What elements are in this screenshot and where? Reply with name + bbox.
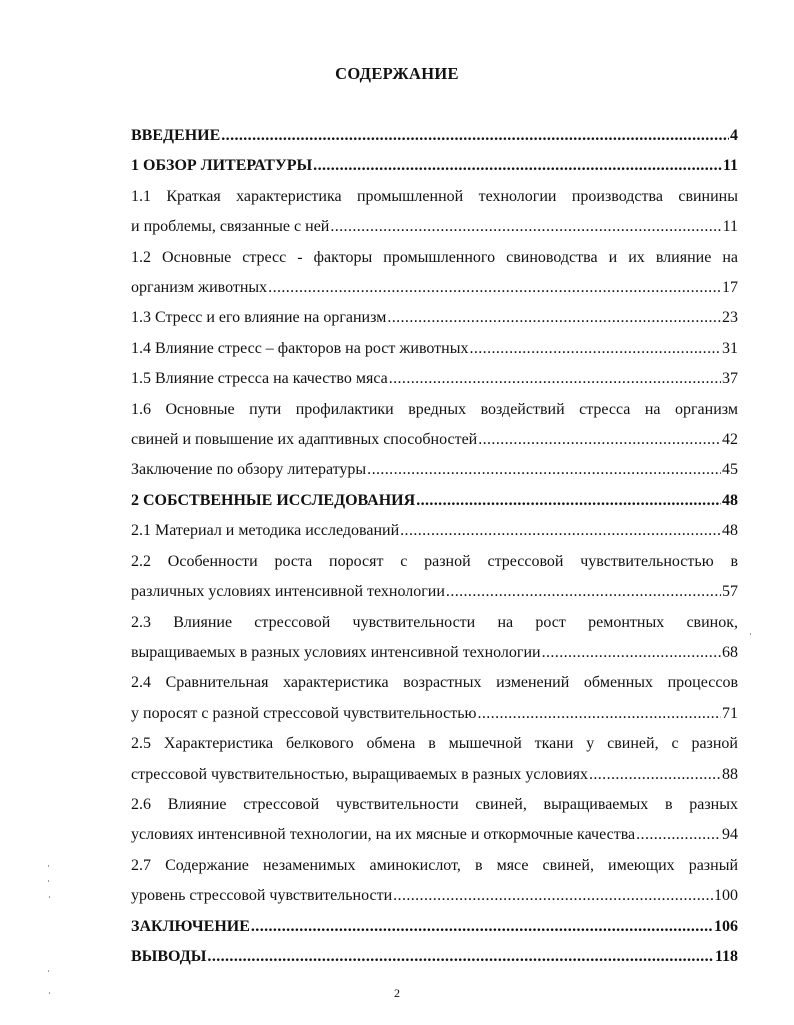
toc-page-number: 23 xyxy=(722,309,738,327)
toc-leader-dots xyxy=(313,151,722,181)
scan-speck xyxy=(49,896,50,898)
toc-entry xyxy=(131,395,738,456)
toc-entry-title-line: 1.6 Основные пути профилактики вредных воздействий стресса на организм xyxy=(131,400,738,418)
toc-entry xyxy=(131,364,738,394)
toc-leader-dots xyxy=(251,912,713,942)
toc-entry-title: свиней и повышение их адаптивных способностей xyxy=(131,431,478,449)
toc-entry-title-line: 2.7 Содержание незаменимых аминокислот, в мясе свиней, имеющих разный xyxy=(131,856,738,874)
toc-entry xyxy=(131,912,738,942)
toc-page-number: 11 xyxy=(722,218,738,236)
toc-entry-title: организм животных xyxy=(131,279,268,297)
toc-entry-title: 1.3 Стресс и его влияние на организм xyxy=(131,309,387,327)
toc-page-number: 106 xyxy=(714,917,738,935)
toc-entry-title-line: 2.5 Характеристика белкового обмена в мышечной ткани у свиней, с разной xyxy=(131,735,738,753)
toc-leader-dots xyxy=(469,334,721,364)
scan-speck xyxy=(49,992,50,994)
toc-leader-dots xyxy=(478,425,721,455)
toc-entry xyxy=(131,729,738,790)
toc-entry xyxy=(131,182,738,243)
toc-entry-title-line: 2.4 Сравнительная характеристика возрастных изменений обменных процессов xyxy=(131,674,738,692)
toc-leader-dots xyxy=(477,699,721,729)
toc-entry-title-line: 2.2 Особенности роста поросят с разной стрессовой чувствительностью в xyxy=(131,552,738,570)
scan-speck xyxy=(48,880,49,882)
toc-entry xyxy=(131,151,738,181)
toc-entry xyxy=(131,121,738,151)
toc-entry-title: и проблемы, связанные с ней xyxy=(131,218,330,236)
toc-entry-title: ЗАКЛЮЧЕНИЕ xyxy=(131,917,250,935)
toc-entry-title: у поросят с разной стрессовой чувствительностью xyxy=(131,704,477,722)
toc-page-number: 118 xyxy=(714,947,738,965)
toc-entry xyxy=(131,608,738,669)
toc-page-number: 100 xyxy=(714,887,738,905)
toc-page-number: 37 xyxy=(722,370,738,388)
page-number: 2 xyxy=(394,986,400,1000)
toc-leader-dots xyxy=(589,760,721,790)
toc-leader-dots xyxy=(221,121,729,151)
toc-page-number: 71 xyxy=(722,704,738,722)
toc-leader-dots xyxy=(393,881,713,911)
toc-entry-title: Заключение по обзору литературы xyxy=(131,461,367,479)
toc-entry-title: 1.5 Влияние стресса на качество мяса xyxy=(131,370,388,388)
toc-entry xyxy=(131,486,738,516)
toc-entry-title: 1.4 Влияние стресс – факторов на рост животных xyxy=(131,339,469,357)
toc-leader-dots xyxy=(207,942,713,972)
toc-leader-dots xyxy=(387,303,721,333)
toc-entry-title: 2.1 Материал и методика исследований xyxy=(131,522,400,540)
page-title: СОДЕРЖАНИЕ xyxy=(335,64,459,83)
scan-speck xyxy=(48,865,49,867)
table-of-contents xyxy=(131,121,738,972)
toc-entry xyxy=(131,790,738,851)
toc-entry xyxy=(131,334,738,364)
toc-entry xyxy=(131,243,738,304)
toc-leader-dots xyxy=(446,577,721,607)
scan-speck xyxy=(48,970,49,972)
toc-leader-dots xyxy=(389,364,721,394)
toc-entry xyxy=(131,516,738,546)
toc-entry xyxy=(131,668,738,729)
toc-page-number: 11 xyxy=(722,157,738,175)
toc-entry xyxy=(131,547,738,608)
toc-entry-title-line: 2.3 Влияние стрессовой чувствительности на рост ремонтных свинок, xyxy=(131,613,738,631)
toc-page-number: 57 xyxy=(722,583,738,601)
toc-leader-dots xyxy=(367,455,721,485)
toc-entry xyxy=(131,455,738,485)
toc-page-number: 94 xyxy=(722,826,738,844)
toc-leader-dots xyxy=(636,820,721,850)
toc-page-number: 68 xyxy=(722,643,738,661)
toc-entry-title: выращиваемых в разных условиях интенсивной технологии xyxy=(131,643,541,661)
toc-page-number: 45 xyxy=(722,461,738,479)
toc-page-number: 48 xyxy=(722,491,738,509)
toc-entry-title: различных условиях интенсивной технологии xyxy=(131,583,445,601)
toc-page-number: 4 xyxy=(730,127,738,144)
toc-entry-title: 1 ОБЗОР ЛИТЕРАТУРЫ xyxy=(131,157,313,175)
toc-entry xyxy=(131,303,738,333)
toc-leader-dots xyxy=(542,638,721,668)
toc-leader-dots xyxy=(416,486,721,516)
toc-page-number: 42 xyxy=(722,431,738,449)
toc-entry-title: условиях интенсивной технологии, на их мясные и откормочные качества xyxy=(131,826,636,844)
toc-entry-title-line: 1.1 Краткая характеристика промышленной технологии производства свинины xyxy=(131,187,738,205)
toc-page-number: 31 xyxy=(722,339,738,357)
toc-page-number: 88 xyxy=(722,765,738,783)
toc-entry-title-line: 1.2 Основные стресс - факторы промышленного свиноводства и их влияние на xyxy=(131,248,738,266)
toc-entry-title-line: 2.6 Влияние стрессовой чувствительности свиней, выращиваемых в разных xyxy=(131,795,738,813)
toc-leader-dots xyxy=(330,212,721,242)
toc-entry xyxy=(131,851,738,912)
toc-entry-title: ВЫВОДЫ xyxy=(131,947,207,965)
toc-page-number: 48 xyxy=(722,522,738,540)
toc-entry-title: уровень стрессовой чувствительности xyxy=(131,887,393,905)
toc-entry xyxy=(131,942,738,972)
toc-entry-title: стрессовой чувствительностью, выращиваемых в разных условиях xyxy=(131,765,588,783)
toc-entry-title: 2 СОБСТВЕННЫЕ ИССЛЕДОВАНИЯ xyxy=(131,491,416,509)
scan-speck xyxy=(750,633,751,635)
toc-leader-dots xyxy=(400,516,721,546)
toc-leader-dots xyxy=(268,273,721,303)
toc-page-number: 17 xyxy=(722,279,738,297)
toc-entry-title: ВВЕДЕНИЕ xyxy=(131,127,221,144)
